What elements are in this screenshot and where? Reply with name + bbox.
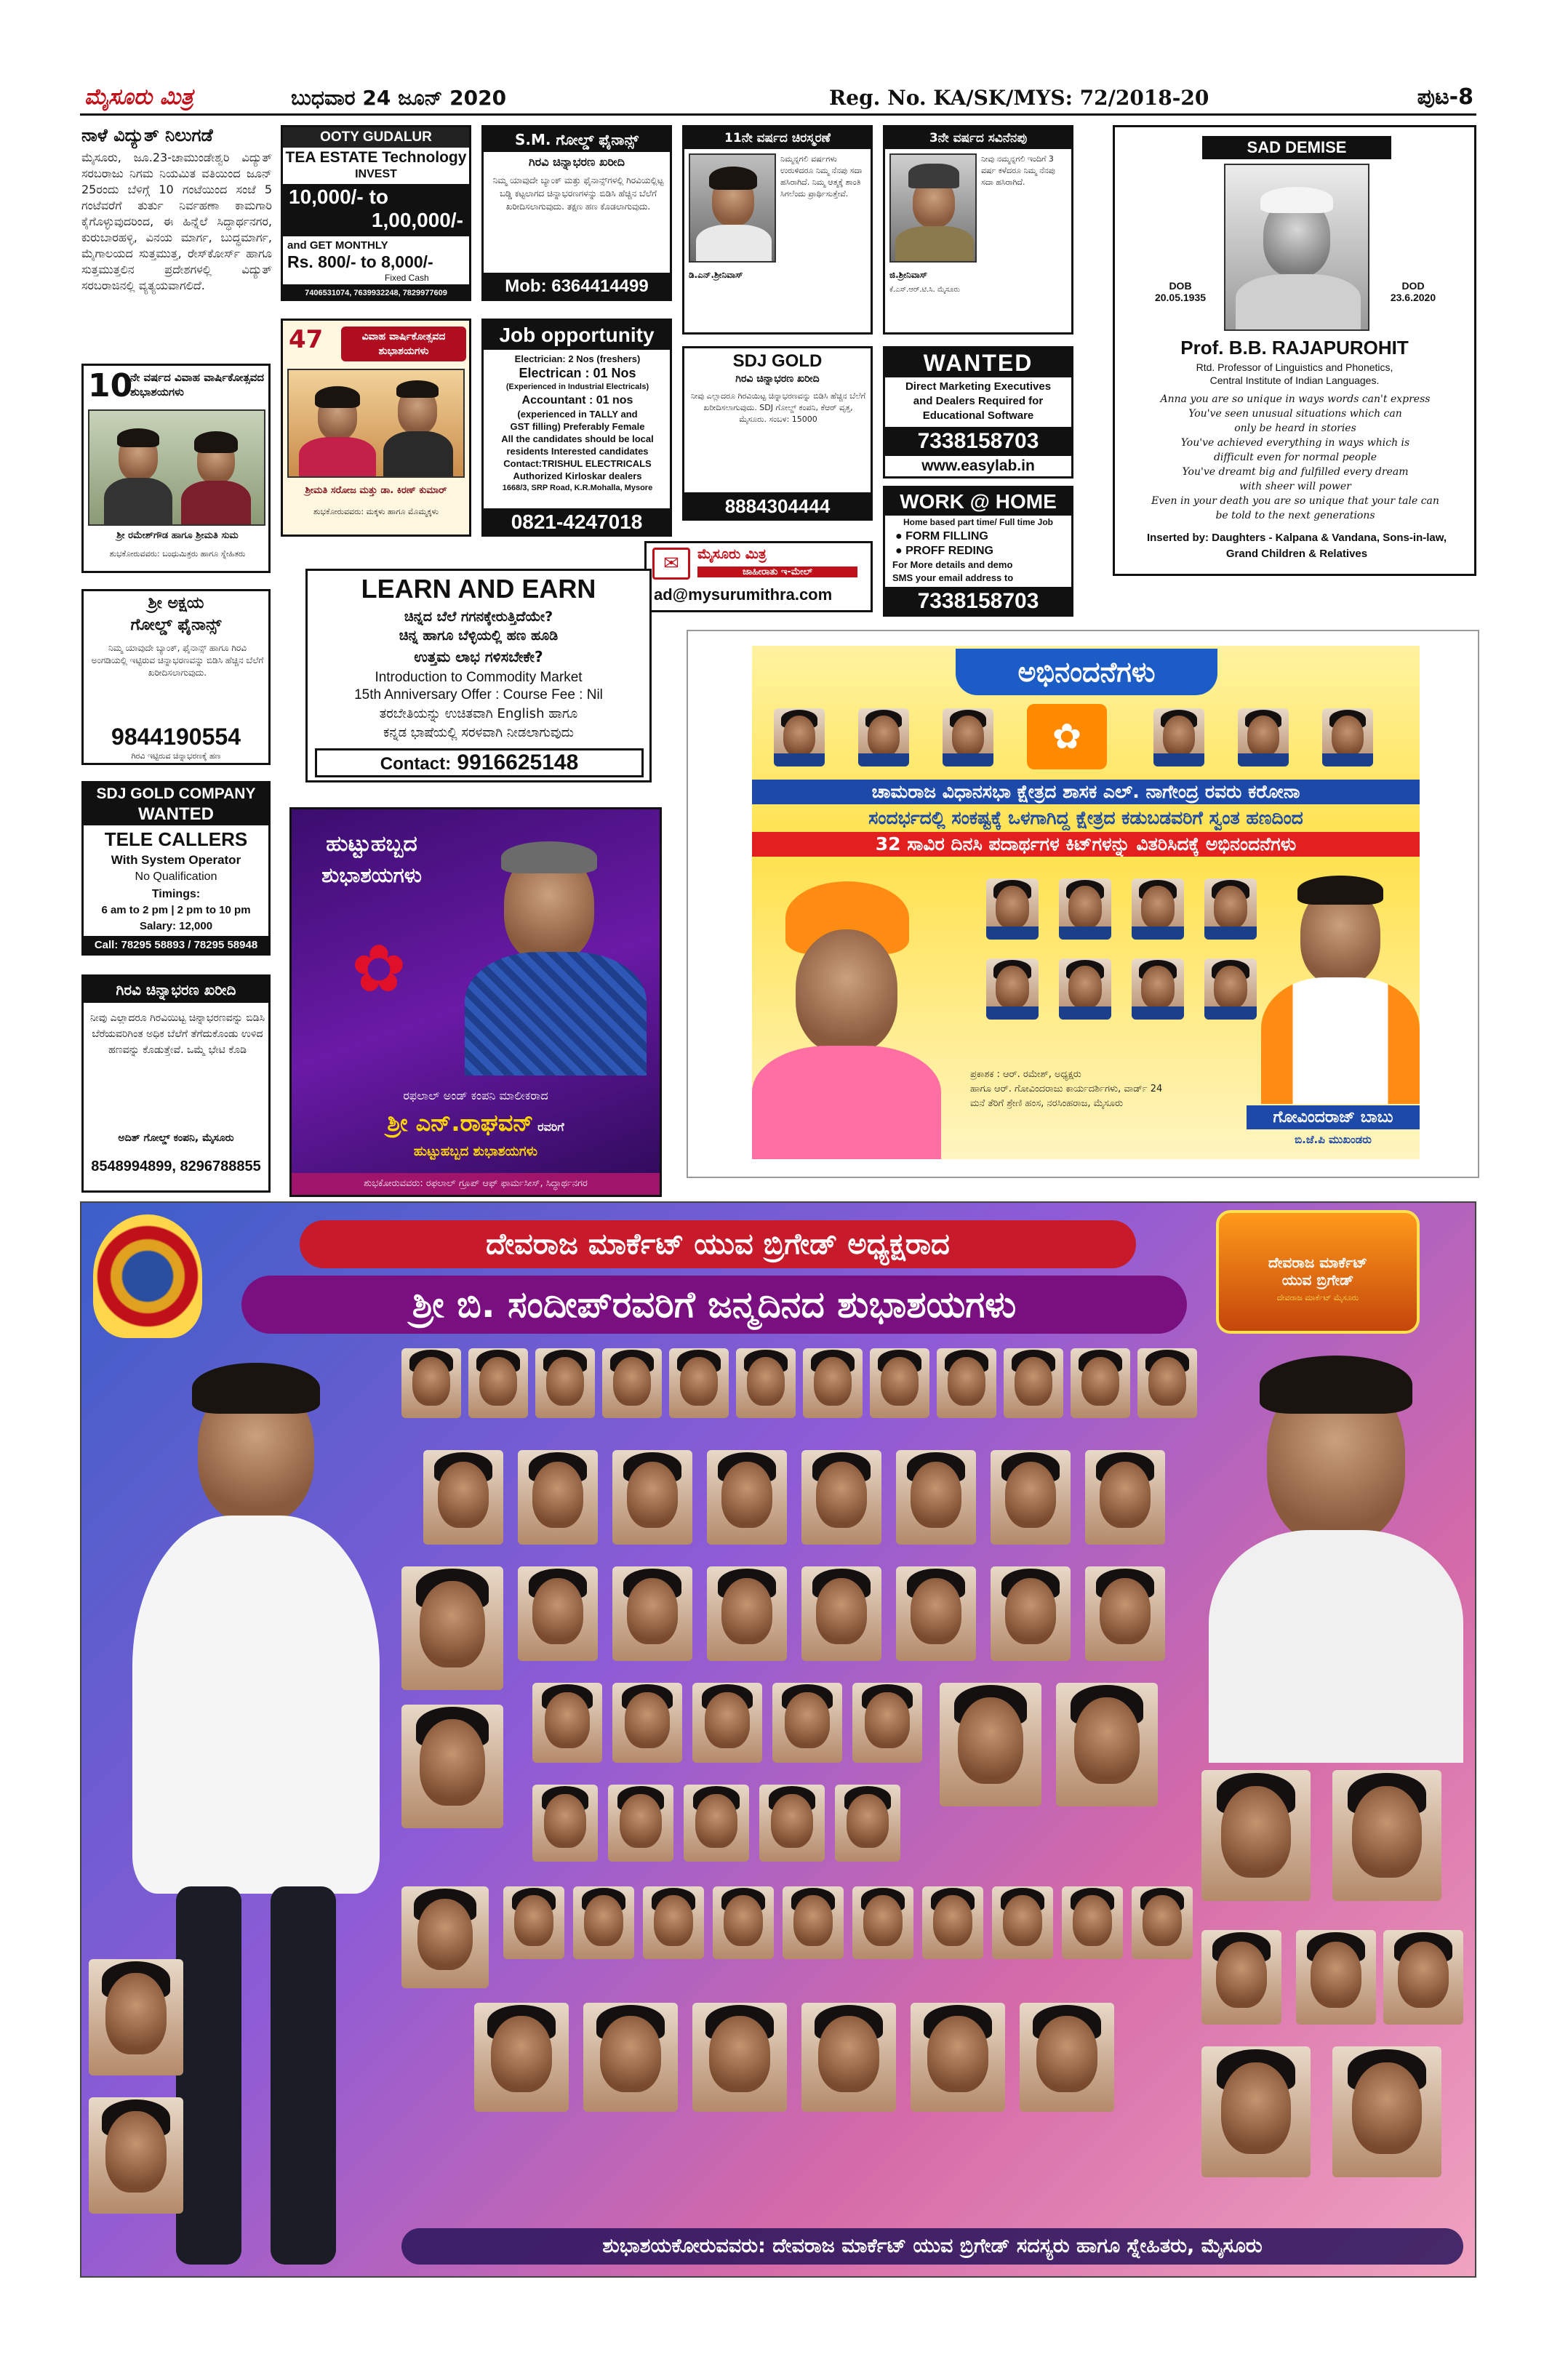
member-face bbox=[518, 1566, 598, 1661]
sdj-gold-body: ನೀವು ಎಲ್ಲಾದರೂ ಗಿರವಿಯಿಟ್ಟ ಚಿನ್ನಾಭರಣವನ್ನು ಬಿಡಿಸಿ ಹೆಚ್ಚಿನ ಬೆಲೆಗೆ ಖರೀದಿಸಲಾಗುವುದು. SDJ ಗೋಲ್ಡ್ ಕಂಪನಿ, ಕೆಆರ್ ವೃತ್ತ, ಮೈಸೂರು. ಸಂಬಳ: 15000 bbox=[690, 391, 866, 424]
memorial-11-title: 11ನೇ ವರ್ಷದ ಚಿರಸ್ಮರಣೆ bbox=[684, 127, 871, 149]
wanted-title: WANTED bbox=[885, 348, 1071, 377]
birthday-foot: ಶುಭಕೋರುವವರು: ರಫಲಾಲ್ ಗ್ರೂಪ್ ಆಫ್ ಫಾರ್ಮಸೀಸ್, ಸಿದ್ಧಾರ್ಥನಗರ bbox=[292, 1173, 660, 1195]
birthday-wish: ಹುಟ್ಟುಹಬ್ಬದ ಶುಭಾಶಯಗಳು bbox=[413, 1144, 538, 1159]
member-face bbox=[713, 1886, 774, 1959]
member-face bbox=[852, 1886, 913, 1959]
brigade-line1: ದೇವರಾಜ ಮಾರ್ಕೆಟ್ ಯುವ ಬ್ರಿಗೇಡ್ ಅಧ್ಯಕ್ಷರಾದ bbox=[300, 1220, 1136, 1268]
member-face bbox=[401, 1886, 489, 1988]
member-face bbox=[937, 1348, 996, 1418]
power-cut-article bbox=[81, 125, 272, 358]
wanted-marketing-ad bbox=[883, 346, 1073, 479]
learn-e1: Introduction to Commodity Market bbox=[375, 670, 583, 685]
member-photo-1 bbox=[986, 878, 1039, 940]
learn-e2: 15th Anniversary Offer : Course Fee : Nil bbox=[354, 687, 603, 702]
memorial-3-body: ನೀವು ನಮ್ಮನ್ನಗಲಿ ಇಂದಿಗೆ 3 ವರ್ಷ ಕಳೆದರೂ ನಿಮ್ಮ ನೆನಪು ಸದಾ ಹಸಿರಾಗಿದೆ. bbox=[981, 154, 1055, 187]
mitra-email-icon: ✉ bbox=[652, 548, 690, 580]
credit-line3: ಮನೆ ತೆರಿಗೆ ಶ್ರೇಣಿ ಹಂಸ, ನರಸಿಂಹರಾಜ, ಮೈಸೂರು bbox=[970, 1098, 1124, 1109]
memorial-3-name: ಜಿ.ಶ್ರೀನಿವಾಸ್ bbox=[889, 270, 928, 280]
member-face bbox=[602, 1348, 662, 1418]
poem-line: be told to the next generations bbox=[1215, 510, 1375, 521]
member-face bbox=[401, 1566, 503, 1690]
sdj-line1: With System Operator bbox=[111, 853, 241, 867]
memorial-3-sub: ಕೆ.ಎಸ್.ಆರ್.ಟಿ.ಸಿ. ಮೈಸೂರು bbox=[889, 286, 961, 294]
member-face bbox=[940, 1683, 1041, 1806]
member-face bbox=[583, 2003, 678, 2112]
job-line-9: Contact:TRISHUL ELECTRICALS bbox=[503, 458, 652, 469]
govindaraj-name: ಗೋವಿಂದರಾಜ್ ಬಾಬು bbox=[1247, 1105, 1420, 1129]
sm-gold-title: S.M. ಗೋಲ್ಡ್ ಫೈನಾನ್ಸ್ bbox=[484, 127, 670, 152]
work-home-line2: For More details and demo bbox=[892, 559, 1013, 570]
learn-k2: ಚಿನ್ನ ಹಾಗೂ ಬೆಳ್ಳಿಯಲ್ಲಿ ಹಣ ಹೂಡಿ bbox=[399, 628, 559, 644]
congratulations-ad bbox=[687, 630, 1479, 1178]
left-bottom-faces bbox=[81, 1959, 198, 2221]
anniversary-47-number: 47 bbox=[289, 325, 324, 354]
anniversary-47-title: ವಿವಾಹ ವಾರ್ಷಿಕೋತ್ಸವದ ಶುಭಾಶಯಗಳು bbox=[341, 327, 466, 361]
mitra-email-address: ad@mysurumithra.com bbox=[654, 585, 833, 604]
brigade-line2: ಶ್ರೀ ಬಿ. ಸಂದೀಪ್‌ರವರಿಗೆ ಜನ್ಮದಿನದ ಶುಭಾಶಯಗಳು bbox=[241, 1276, 1187, 1334]
work-home-phone: 7338158703 bbox=[885, 587, 1071, 616]
member-face bbox=[643, 1886, 704, 1959]
masthead-logo: ಮೈಸೂರು ಮಿತ್ರ bbox=[84, 84, 193, 110]
job-line-7: All the candidates should be local bbox=[501, 433, 654, 444]
member-photo-5 bbox=[986, 958, 1039, 1020]
member-face bbox=[692, 2003, 787, 2112]
member-face bbox=[911, 2003, 1005, 2112]
job-line-3: (Experienced in Industrial Electricals) bbox=[505, 383, 649, 391]
inserted-by-names: Daughters - Kalpana & Vandana, Sons-in-law, Grand Children & Relatives bbox=[1212, 532, 1447, 560]
birthday-suffix: ರವರಿಗೆ bbox=[537, 1120, 564, 1134]
member-face bbox=[518, 1450, 598, 1545]
member-face bbox=[1004, 1348, 1063, 1418]
deceased-desc1: Rtd. Professor of Linguistics and Phonetics, bbox=[1196, 361, 1393, 373]
sdj-line2: No Qualification bbox=[135, 870, 217, 883]
congrats-credit bbox=[970, 1068, 1261, 1111]
wanted-line3: Educational Software bbox=[922, 409, 1034, 422]
member-face bbox=[991, 1450, 1071, 1545]
brigade-logo-line3: ದೇವರಾಜ ಮಾರ್ಕೆಟ್ ಮೈಸೂರು bbox=[1276, 1293, 1359, 1302]
sad-demise-ad bbox=[1113, 125, 1476, 576]
congrats-banner bbox=[752, 646, 1420, 1159]
leader-photo-3 bbox=[943, 708, 993, 766]
leader-photo-2 bbox=[858, 708, 909, 766]
congrats-line1: ಚಾಮರಾಜ ವಿಧಾನಸಭಾ ಕ್ಷೇತ್ರದ ಶಾಸಕ ಎಲ್. ನಾಗೇಂದ್ರ ರವರು ಕರೋನಾ bbox=[752, 780, 1420, 804]
sdj-gold-ad bbox=[682, 346, 873, 521]
deity-emblem bbox=[93, 1214, 202, 1338]
poem-line: difficult even for normal people bbox=[1213, 452, 1377, 463]
memorial-11-body: ನಿಮ್ಮನ್ನಗಲಿ ವರ್ಷಗಳು ಉರುಳಿದರೂ ನಿಮ್ಮ ನೆನಪು ಸದಾ ಹಸಿರಾಗಿದೆ. ನಿಮ್ಮ ಆತ್ಮಕ್ಕೆ ಶಾಂತಿ ಸಿಗಲೆಂದು ಪ್ರಾರ್ಥಿಸುತ್ತೇವೆ. bbox=[780, 154, 863, 199]
sdj-line4: 6 am to 2 pm | 2 pm to 10 pm bbox=[101, 904, 251, 916]
member-face bbox=[991, 1566, 1071, 1661]
member-face bbox=[801, 2003, 896, 2112]
work-home-line1: Home based part time/ Full time Job bbox=[903, 517, 1054, 527]
member-face bbox=[692, 1683, 762, 1763]
sdj-role: TELE CALLERS bbox=[104, 828, 248, 850]
job-phone: 0821-4247018 bbox=[484, 508, 670, 536]
couple-photo bbox=[88, 409, 265, 526]
work-home-bullet1: ● FORM FILLING bbox=[895, 530, 988, 543]
sdj-gold-title: SDJ GOLD bbox=[732, 351, 823, 371]
sad-demise-photo bbox=[1224, 164, 1369, 331]
ooty-monthly: Rs. 800/- to 8,000/- bbox=[287, 252, 433, 271]
ooty-sub: TEA ESTATE Technology bbox=[285, 149, 467, 166]
birthday-name: ಶ್ರೀ ಎನ್.ರಾಘವನ್ bbox=[387, 1109, 534, 1137]
member-face bbox=[1071, 1348, 1130, 1418]
ooty-tea-estate-ad bbox=[281, 125, 471, 301]
poem-line: You've dreamt big and fulfilled every dream bbox=[1182, 466, 1409, 478]
memorial-11-name: ಡಿ.ಎನ್.ಶ್ರೀನಿವಾಸ್ bbox=[689, 270, 743, 280]
yuva-brigade-birthday-ad bbox=[80, 1201, 1476, 2278]
member-face bbox=[532, 1683, 602, 1763]
poem-line: Even in your death you are so unique that your tale can bbox=[1151, 495, 1439, 507]
member-face bbox=[1132, 1886, 1193, 1959]
deceased-desc2: Central Institute of Indian Languages. bbox=[1209, 375, 1380, 386]
ooty-amount2: 1,00,000/- bbox=[371, 209, 463, 231]
mitra-email-ad bbox=[644, 541, 873, 612]
member-photo-2 bbox=[1059, 878, 1111, 940]
masthead-rule bbox=[80, 113, 1476, 116]
inserted-by bbox=[1129, 530, 1464, 562]
member-face bbox=[801, 1566, 881, 1661]
job-line-11: 1668/3, SRP Road, K.R.Mohalla, Mysore bbox=[502, 484, 653, 492]
member-face bbox=[707, 1566, 787, 1661]
member-face bbox=[669, 1348, 729, 1418]
dod-block bbox=[1377, 280, 1449, 303]
job-opportunity-ad bbox=[481, 319, 672, 537]
member-photo-6 bbox=[1059, 958, 1111, 1020]
lotus-logo-icon: ✿ bbox=[1027, 704, 1107, 769]
work-home-line3: SMS your email address to bbox=[892, 572, 1014, 583]
leader-photo-right bbox=[1201, 1348, 1471, 1756]
anniversary-47-sub: ಶುಭಕೋರುವವರು: ಮಕ್ಕಳು ಹಾಗೂ ಮೊಮ್ಮಕ್ಕಳು bbox=[313, 507, 439, 516]
work-home-bullet2-text: PROFF REDING bbox=[905, 545, 993, 557]
member-face bbox=[612, 1566, 692, 1661]
work-at-home-ad bbox=[883, 486, 1073, 617]
memorial-3-title: 3ನೇ ವರ್ಷದ ಸವಿನೆನಪು bbox=[885, 127, 1071, 149]
ooty-amount1: 10,000/- to bbox=[289, 185, 388, 208]
member-face bbox=[1056, 1683, 1158, 1806]
member-face bbox=[401, 1705, 503, 1828]
member-face bbox=[573, 1886, 634, 1959]
ooty-invest: INVEST bbox=[355, 168, 397, 180]
member-face bbox=[401, 1348, 461, 1418]
credit-line2: ಹಾಗೂ ಆರ್. ಗೋವಿಂದರಾಜು ಕಾರ್ಯದರ್ಶಿಗಳು, ವಾರ್ಡ್ 24 bbox=[970, 1084, 1163, 1094]
sdj-wanted-label: WANTED bbox=[84, 804, 268, 825]
govindaraj-photo bbox=[1261, 864, 1420, 1104]
memorial-11-year-ad bbox=[682, 125, 873, 335]
wanted-line1: Direct Marketing Executives bbox=[905, 380, 1052, 393]
member-face bbox=[612, 1450, 692, 1545]
congrats-line2: ಸಂದರ್ಭದಲ್ಲಿ ಸಂಕಷ್ಟಕ್ಕೆ ಒಳಗಾಗಿದ್ದ ಕ್ಷೇತ್ರದ ಕಡುಬಡವರಿಗೆ ಸ್ವಂತ ಹಣದಿಂದ bbox=[868, 807, 1303, 828]
sad-demise-title: SAD DEMISE bbox=[1202, 136, 1391, 159]
mitra-email-sub: ಜಾಹೀರಾತು ಇ-ಮೇಲ್ bbox=[697, 567, 857, 577]
dob-block bbox=[1144, 280, 1217, 303]
girvi-body: ನೀವು ಎಲ್ಲಾದರೂ ಗಿರವಿಯಿಟ್ಟ ಚಿನ್ನಾಭರಣವನ್ನು ಬಿಡಿಸಿ ಬೆರೆಯವರಿಗಿಂತ ಅಧಿಕ ಬೆಲೆಗೆ ತೆಗೆದುಕೊಂಡು ಉಳಿದ ಹಣವನ್ನು ಕೊಡುತ್ತೇವೆ. ಒಮ್ಮೆ ಭೇಟಿ ಕೊಡಿ bbox=[89, 1012, 265, 1056]
learn-k3: ಉತ್ತಮ ಲಾಭ ಗಳಿಸಬೇಕೇ? bbox=[414, 648, 543, 665]
learn-contact-label: Contact: bbox=[380, 754, 452, 774]
member-photo-3 bbox=[1132, 878, 1184, 940]
member-face bbox=[684, 1785, 749, 1862]
learn-contact bbox=[315, 748, 644, 777]
wanted-web: www.easylab.in bbox=[921, 457, 1035, 474]
learn-contact-phone: 9916625148 bbox=[457, 750, 579, 774]
dod-value: 23.6.2020 bbox=[1390, 292, 1436, 303]
mitra-email-logo: ಮೈಸೂರು ಮಿತ್ರ bbox=[697, 546, 767, 562]
masthead-page: ಪುಟ-8 bbox=[1417, 84, 1473, 110]
sdj-tele-callers-ad bbox=[81, 781, 271, 956]
ooty-phone: 7406531074, 7639932248, 7829977609 bbox=[283, 284, 469, 301]
birthday-title1: ಹುಟ್ಟುಹಬ್ಬದ bbox=[326, 831, 417, 857]
poem-line: You've seen unusual situations which can bbox=[1188, 408, 1402, 420]
anniversary-47-names: ಶ್ರೀಮತಿ ಸರೋಜ ಮತ್ತು ಡಾ. ಕಿರಣ್ ಕುಮಾರ್ bbox=[305, 485, 447, 496]
sdj-gold-sub: ಗಿರವಿ ಚಿನ್ನಾಭರಣ ಖರೀದಿ bbox=[735, 373, 820, 385]
power-cut-body: ಮೈಸೂರು, ಜೂ.23-ಚಾಮುಂಡೇಶ್ವರಿ ವಿದ್ಯುತ್ ಸರಬರಾಜು ನಿಗಮ ನಿಯಮಿತ ವತಿಯಿಂದ ಜೂನ್ 25ರಂದು ಬೆಳಿಗ್ಗೆ 10 ಗಂಟೆಯಿಂದ ಸಂಜೆ 5 ಗಂಟೆವರೆಗೆ ತುರ್ತು ನಿರ್ವಹಣಾ ಕಾಮಗಾರಿ ಕೈಗೊಳ್ಳುವುದರಿಂದ, ಈ ಹಿನ್ನೆಲೆ ಸಿದ್ಧಾರ್ಥನಗರ, ಕುರುಬಾರಹಳ್ಳಿ, ವಿನಯ ಮಾರ್ಗ, ಬುದ್ಧಮಾರ್ಗ, ಮೈಗಾಲಯದ ಸುತ್ತಮುತ್ತ, ರೇಸ್‌ಕೋರ್ಸ್ ಹಾಗೂ ಸುತ್ತಮುತ್ತಲಿನ ಪ್ರದೇಶಗಳಲ್ಲಿ ವಿದ್ಯುತ್ ಸರಬರಾಜಿನಲ್ಲಿ ವ್ಯತ್ಯಯವಾಗಲಿದೆ. bbox=[81, 151, 272, 292]
brigade-footer: ಶುಭಾಶಯಕೋರುವವರು: ದೇವರಾಜ ಮಾರ್ಕೆಟ್ ಯುವ ಬ್ರಿಗೇಡ್ ಸದಸ್ಯರು ಹಾಗೂ ಸ್ನೇಹಿತರು, ಮೈಸೂರು bbox=[401, 2228, 1463, 2265]
govindaraj-role: ಬಿ.ಜೆ.ಪಿ ಮುಖಂಡರು bbox=[1295, 1133, 1372, 1146]
birthday-org: ರಫಲಾಲ್ ಅಂಡ್ ಕಂಪನಿ ಮಾಲೀಕರಾದ bbox=[403, 1089, 548, 1102]
job-title: Job opportunity bbox=[484, 321, 670, 350]
akshaya-phone: 9844190554 bbox=[111, 724, 241, 750]
member-face bbox=[896, 1450, 976, 1545]
work-home-bullet1-text: FORM FILLING bbox=[905, 530, 988, 543]
member-face bbox=[736, 1348, 796, 1418]
akshaya-sub: ಗೋಲ್ಡ್ ಫೈನಾನ್ಸ್ bbox=[130, 616, 222, 634]
member-face bbox=[1201, 2046, 1311, 2177]
learn-k4: ತರಬೇತಿಯನ್ನು ಉಚಿತವಾಗಿ English ಹಾಗೂ bbox=[379, 706, 578, 721]
work-home-title: WORK @ HOME bbox=[885, 488, 1071, 516]
ooty-amount-block bbox=[283, 184, 469, 236]
ooty-fixed: Fixed Cash bbox=[385, 273, 429, 283]
anniversary-10-sub: ಶುಭಕೋರುವವರು: ಬಂಧುಮಿತ್ರರು ಹಾಗೂ ಸ್ನೇಹಿತರು bbox=[109, 549, 246, 559]
member-face bbox=[992, 1886, 1053, 1959]
member-face bbox=[532, 1785, 598, 1862]
girvi-sign: ಅದಿತ್ ಗೋಲ್ಡ್ ಕಂಪನಿ, ಮೈಸೂರು bbox=[118, 1132, 234, 1144]
member-photo-7 bbox=[1132, 958, 1184, 1020]
credit-line1: ಪ್ರಕಾಶಕ : ಆರ್. ರಮೇಶ್, ಅಧ್ಯಕ್ಷರು bbox=[970, 1069, 1081, 1080]
member-face bbox=[783, 1886, 844, 1959]
dob-label: DOB bbox=[1169, 280, 1192, 292]
ooty-get: and GET MONTHLY bbox=[287, 239, 388, 252]
akshaya-body: ನಿಮ್ಮ ಯಾವುದೇ ಬ್ಯಾಂಕ್, ಫೈನಾನ್ಸ್ ಹಾಗೂ ಗಿರವಿ ಅಂಗಡಿಯಲ್ಲಿ ಇಟ್ಟಿರುವ ಚಿನ್ನಾಭರಣವನ್ನು ಬಿಡಿಸಿ ಹೆಚ್ಚಿನ ಬೆಲೆಗೆ ಖರೀದಿಸಲಾಗುವುದು. bbox=[91, 643, 264, 678]
anniversary-47-ad bbox=[281, 319, 471, 537]
poem-line: only be heard in stories bbox=[1234, 423, 1356, 434]
leader-photo-4 bbox=[1153, 708, 1204, 766]
member-face bbox=[423, 1450, 503, 1545]
wanted-line2: and Dealers Required for bbox=[913, 395, 1044, 407]
member-face bbox=[922, 1886, 983, 1959]
member-face bbox=[1332, 1770, 1441, 1901]
memorial-11-photo bbox=[689, 153, 776, 263]
leader-photo-6 bbox=[1322, 708, 1373, 766]
job-details bbox=[487, 353, 668, 495]
member-face bbox=[1201, 1930, 1281, 2025]
dod-label: DOD bbox=[1401, 280, 1425, 292]
job-line-6: GST filling) Preferably Female bbox=[510, 421, 645, 432]
member-face bbox=[801, 1450, 881, 1545]
sm-gold-body: ನಿಮ್ಮ ಯಾವುದೇ ಬ್ಯಾಂಕ್ ಮತ್ತು ಫೈನಾನ್ಸ್‌ಗಳಲ್ಲಿ ಗಿರವಿಯಲ್ಲಿಟ್ಟ ಬಡ್ಡಿ ಕಟ್ಟಲಾಗದ ಚಿನ್ನಾಭರಣಗಳನ್ನು ಬಿಡಿಸಿ ಹೆಚ್ಚಿನ ಬೆಲೆಗೆ ಖರೀದಿಸಲಾಗುವುದು. ತಕ್ಷಣ ಹಣ ಕೊಡಲಾಗುವುದು. bbox=[492, 175, 664, 212]
aditi-gold-ad bbox=[81, 974, 271, 1193]
girvi-phone: 8548994899, 8296788855 bbox=[91, 1158, 261, 1174]
member-face bbox=[852, 1683, 922, 1763]
member-face bbox=[89, 2097, 183, 2214]
leader-photo-1 bbox=[774, 708, 825, 766]
roses-bouquet-icon: ✿ bbox=[351, 931, 407, 1007]
brigade-logo-line1: ದೇವರಾಜ ಮಾರ್ಕೆಟ್ bbox=[1268, 1254, 1368, 1271]
poem-line: Anna you are so unique in ways words can't express bbox=[1160, 393, 1431, 405]
member-face bbox=[772, 1683, 842, 1763]
tribute-poem bbox=[1122, 392, 1468, 523]
member-face bbox=[896, 1566, 976, 1661]
birthday-person-photo bbox=[457, 828, 654, 1076]
member-face bbox=[503, 1886, 564, 1959]
deceased-name: Prof. B.B. RAJAPUROHIT bbox=[1180, 337, 1409, 359]
masthead bbox=[80, 81, 1476, 115]
anniversary-10-title: ನೇ ವರ್ಷದ ವಿವಾಹ ವಾರ್ಷಿಕೋತ್ಸವದ ಶುಭಾಶಯಗಳು bbox=[130, 371, 265, 399]
member-face bbox=[1296, 1930, 1376, 2025]
job-line-5: (experienced in TALLY and bbox=[517, 409, 638, 420]
sdj-company-title: SDJ GOLD COMPANY bbox=[84, 783, 268, 805]
member-face bbox=[803, 1348, 863, 1418]
birthday-title2: ಶುಭಾಶಯಗಳು bbox=[321, 863, 422, 887]
member-face bbox=[474, 2003, 569, 2112]
job-line-10: Authorized Kirloskar dealers bbox=[513, 471, 642, 481]
member-face bbox=[870, 1348, 929, 1418]
anniversary-10-ad bbox=[81, 364, 271, 573]
right-side-faces bbox=[1201, 1770, 1471, 2206]
anniversary-47-photo bbox=[287, 369, 465, 478]
anniversary-10-number: 10 bbox=[88, 367, 133, 404]
mla-photo bbox=[752, 864, 941, 1159]
member-face bbox=[759, 1785, 825, 1862]
learn-title: LEARN AND EARN bbox=[361, 574, 596, 604]
member-face bbox=[1383, 1930, 1463, 2025]
member-face bbox=[1062, 1886, 1123, 1959]
member-face bbox=[835, 1785, 900, 1862]
anniversary-10-names: ಶ್ರೀ ರಮೇಶ್‌ಗೌಡ ಹಾಗೂ ಶ್ರೀಮತಿ ಸುಮ bbox=[116, 530, 239, 541]
akshaya-foot: ಗಿರವಿ ಇಟ್ಟಿರುವ ಚಿನ್ನಾಭರಣಕ್ಕೆ ಹಣ bbox=[131, 751, 221, 761]
member-face bbox=[535, 1348, 595, 1418]
job-line-8: residents Interested candidates bbox=[506, 446, 649, 457]
poem-line: You've achieved everything in ways which is bbox=[1180, 437, 1410, 449]
member-face bbox=[1137, 1348, 1197, 1418]
akshaya-title: ಶ್ರೀ ಅಕ್ಷಯ bbox=[148, 594, 204, 612]
learn-k1: ಚಿನ್ನದ ಬೆಲೆ ಗಗನಕ್ಕೇರುತ್ತಿದೆಯೇ? bbox=[404, 609, 553, 625]
member-face bbox=[1085, 1566, 1165, 1661]
sm-gold-finance-ad bbox=[481, 125, 672, 301]
member-photo-4 bbox=[1204, 878, 1257, 940]
sdj-phone: Call: 78295 58893 / 78295 58948 bbox=[84, 936, 268, 955]
members-collage bbox=[401, 1348, 1201, 2206]
member-face bbox=[89, 1959, 183, 2075]
member-photo-8 bbox=[1204, 958, 1257, 1020]
congrats-title: ಅಭಿನಂದನೆಗಳು bbox=[956, 649, 1217, 695]
power-cut-title: ನಾಳೆ ವಿದ್ಯುತ್ ನಿಲುಗಡೆ bbox=[81, 125, 213, 145]
masthead-date: ಬುಧವಾರ 24 ಜೂನ್ 2020 bbox=[291, 86, 507, 110]
brigade-logo-line2: ಯುವ ಬ್ರಿಗೇಡ್ bbox=[1281, 1271, 1354, 1289]
congrats-line3: 32 ಸಾವಿರ ದಿನಸಿ ಪದಾರ್ಥಗಳ ಕಿಟ್‌ಗಳನ್ನು ವಿತರಿಸಿದಕ್ಕೆ ಅಭಿನಂದನೆಗಳು bbox=[752, 832, 1420, 857]
sm-gold-sub: ಗಿರವಿ ಚಿನ್ನಾಭರಣ ಖರೀದಿ bbox=[529, 155, 625, 169]
brigade-logo bbox=[1216, 1210, 1420, 1334]
member-face bbox=[1020, 2003, 1114, 2112]
job-line-4: Accountant : 01 nos bbox=[521, 394, 633, 407]
memorial-3-photo bbox=[889, 153, 977, 263]
sdj-line3: Timings: bbox=[151, 888, 201, 900]
job-line-2: Electrican : 01 Nos bbox=[519, 366, 636, 380]
member-face bbox=[1201, 1770, 1311, 1901]
member-face bbox=[707, 1450, 787, 1545]
learn-k5: ಕನ್ನಡ ಭಾಷೆಯಲ್ಲಿ ಸರಳವಾಗಿ ನೀಡಲಾಗುವುದು bbox=[383, 725, 574, 740]
sdj-line5: Salary: 12,000 bbox=[139, 920, 213, 932]
leader-photo-5 bbox=[1238, 708, 1289, 766]
member-face bbox=[612, 1683, 682, 1763]
masthead-reg: Reg. No. KA/SK/MYS: 72/2018-20 bbox=[829, 86, 1209, 110]
birthday-name-line bbox=[292, 1109, 660, 1137]
member-face bbox=[1085, 1450, 1165, 1545]
birthday-ad bbox=[289, 807, 662, 1197]
memorial-3-year-ad bbox=[883, 125, 1073, 335]
learn-and-earn-ad bbox=[305, 569, 652, 782]
sm-gold-phone: Mob: 6364414499 bbox=[484, 273, 670, 300]
sdj-gold-phone: 8884304444 bbox=[684, 492, 871, 520]
inserted-by-label: Inserted by: bbox=[1146, 532, 1209, 544]
work-home-bullet2: ● PROFF REDING bbox=[895, 545, 993, 557]
member-face bbox=[1332, 2046, 1441, 2177]
dob-value: 20.05.1935 bbox=[1154, 292, 1207, 303]
poem-line: with sheer will power bbox=[1239, 481, 1351, 492]
ooty-title: OOTY GUDALUR bbox=[283, 127, 469, 148]
job-line-1: Electrician: 2 Nos (freshers) bbox=[514, 353, 641, 364]
wanted-phone: 7338158703 bbox=[885, 427, 1071, 456]
girvi-title: ಗಿರವಿ ಚಿನ್ನಾಭರಣ ಖರೀದಿ bbox=[84, 977, 268, 1003]
member-face bbox=[608, 1785, 673, 1862]
akshaya-gold-ad bbox=[81, 589, 271, 765]
member-face bbox=[468, 1348, 528, 1418]
